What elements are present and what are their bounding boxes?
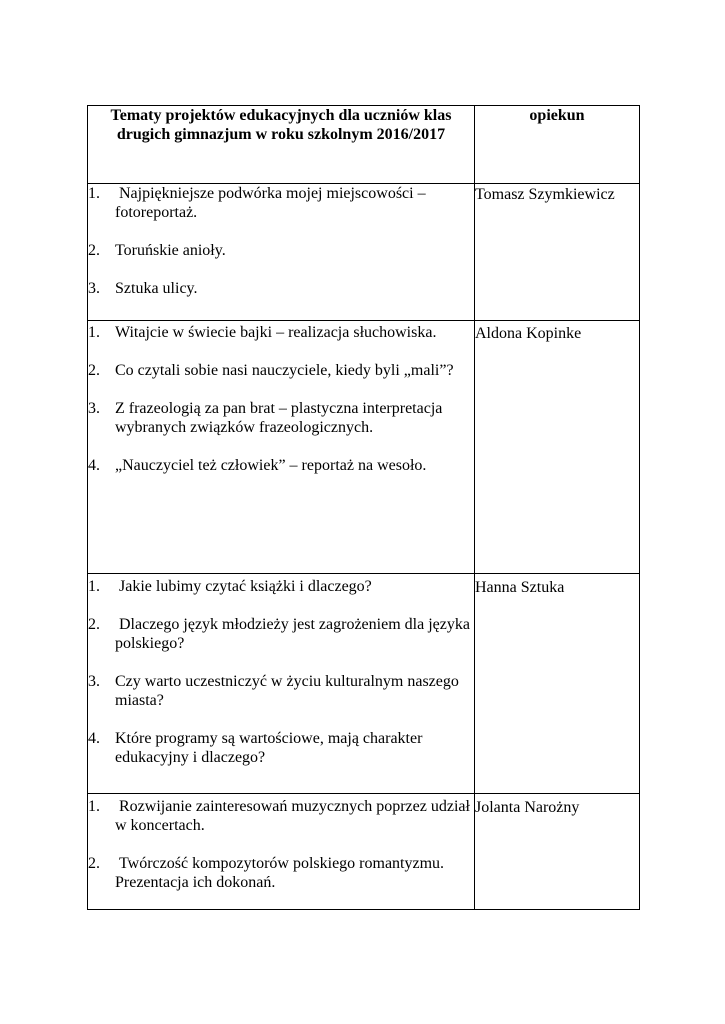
header-topics: Tematy projektów edukacyjnych dla uczniów klas drugich gimnazjum w roku szkolnym 2016/2017 xyxy=(88,106,475,184)
item-number: 4. xyxy=(88,457,100,474)
item-text: Co czytali sobie nasi nauczyciele, kiedy byli „mali”? xyxy=(115,362,454,379)
topics-cell xyxy=(88,184,475,321)
list-item xyxy=(88,241,474,260)
list-item xyxy=(88,323,474,342)
topics-cell xyxy=(88,794,475,910)
item-number: 1. xyxy=(88,185,100,202)
item-number: 2. xyxy=(88,616,100,633)
item-number: 1. xyxy=(88,578,100,595)
item-text: Z frazeologią za pan brat – plastyczna interpretacja wybranych związków frazeologicznych. xyxy=(115,400,447,436)
header-row xyxy=(88,106,640,184)
item-number: 3. xyxy=(88,400,100,417)
item-text: Witajcie w świecie bajki – realizacja słuchowiska. xyxy=(115,324,437,341)
list-item xyxy=(88,577,474,596)
topic-list xyxy=(88,577,474,767)
list-item xyxy=(88,672,474,710)
item-text: Najpiękniejsze podwórka mojej miejscowości – fotoreportaż. xyxy=(115,185,430,221)
topic-list xyxy=(88,184,474,298)
item-text: Twórczość kompozytorów polskiego romantyzmu. Prezentacja ich dokonań. xyxy=(115,855,449,891)
projects-table xyxy=(87,105,640,910)
list-item xyxy=(88,854,474,892)
topics-cell xyxy=(88,574,475,794)
item-text: Jakie lubimy czytać książki i dlaczego? xyxy=(115,578,372,595)
list-item xyxy=(88,797,474,835)
guardian-cell: Tomasz Szymkiewicz xyxy=(475,184,640,321)
list-item xyxy=(88,361,474,380)
list-item xyxy=(88,456,474,475)
topics-cell xyxy=(88,321,475,574)
item-text: „Nauczyciel też człowiek” – reportaż na wesoło. xyxy=(115,457,427,474)
item-text: Rozwijanie zainteresowań muzycznych poprzez udział w koncertach. xyxy=(115,798,474,834)
item-text: Które programy są wartościowe, mają charakter edukacyjny i dlaczego? xyxy=(115,730,427,766)
item-number: 3. xyxy=(88,673,100,690)
topic-list xyxy=(88,797,474,892)
header-guardian: opiekun xyxy=(475,106,640,184)
list-item xyxy=(88,279,474,298)
topic-list xyxy=(88,323,474,475)
table-row xyxy=(88,794,640,910)
guardian-cell: Jolanta Narożny xyxy=(475,794,640,910)
list-item xyxy=(88,729,474,767)
item-number: 3. xyxy=(88,280,100,297)
item-number: 1. xyxy=(88,798,100,815)
item-number: 2. xyxy=(88,362,100,379)
table-row xyxy=(88,574,640,794)
table-row xyxy=(88,321,640,574)
list-item xyxy=(88,184,474,222)
item-number: 2. xyxy=(88,242,100,259)
item-number: 4. xyxy=(88,730,100,747)
table-row xyxy=(88,184,640,321)
guardian-cell: Aldona Kopinke xyxy=(475,321,640,574)
list-item xyxy=(88,615,474,653)
item-text: Sztuka ulicy. xyxy=(115,280,198,297)
item-text: Toruńskie anioły. xyxy=(115,242,226,259)
list-item xyxy=(88,399,474,437)
guardian-cell: Hanna Sztuka xyxy=(475,574,640,794)
item-text: Czy warto uczestniczyć w życiu kulturalnym naszego miasta? xyxy=(115,673,463,709)
item-text: Dlaczego język młodzieży jest zagrożeniem dla języka polskiego? xyxy=(115,616,474,652)
item-number: 1. xyxy=(88,324,100,341)
item-number: 2. xyxy=(88,855,100,872)
